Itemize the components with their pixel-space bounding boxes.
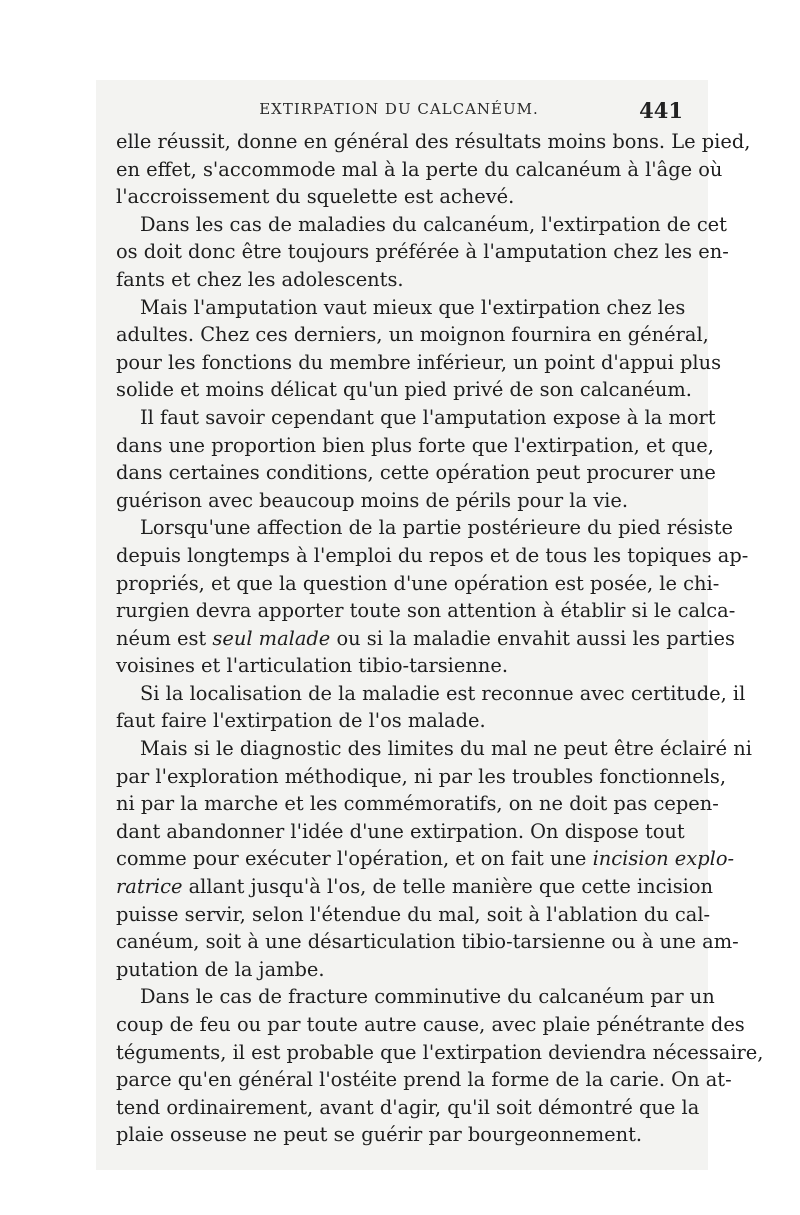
running-header bbox=[115, 98, 683, 122]
line-segment: allant jusqu'à l'os, de telle manière que cette incision bbox=[188, 875, 714, 899]
text-line: fants et chez les adolescents. bbox=[116, 267, 404, 291]
text-line: propriés, et que la question d'une opération est posée, le chi- bbox=[116, 571, 720, 595]
italic-phrase: seul malade bbox=[212, 626, 331, 650]
text-line-mixed bbox=[116, 625, 735, 653]
text-line: puisse servir, selon l'étendue du mal, soit à l'ablation du cal- bbox=[116, 902, 711, 926]
text-line: coup de feu ou par toute autre cause, avec plaie pénétrante des bbox=[116, 1013, 745, 1036]
text-line: Dans le cas de fracture comminutive du calcanéum par un bbox=[140, 985, 715, 1009]
text-line: putation de la jambe. bbox=[116, 957, 325, 981]
text-line: adultes. Chez ces derniers, un moignon fournira en général, bbox=[116, 323, 709, 347]
line-segment: ou si la maladie envahit aussi les parties bbox=[336, 626, 735, 650]
text-line: Lorsqu'une affection de la partie postérieure du pied résiste bbox=[140, 516, 733, 540]
text-line-mixed bbox=[116, 845, 735, 873]
italic-phrase: incision explo- bbox=[592, 847, 735, 871]
text-line: plaie osseuse ne peut se guérir par bourgeonnement. bbox=[116, 1123, 643, 1147]
text-line: depuis longtemps à l'emploi du repos et de tous les topiques ap- bbox=[116, 543, 749, 567]
text-line: Mais si le diagnostic des limites du mal ne peut être éclairé ni bbox=[140, 737, 752, 761]
text-line: Il faut savoir cependant que l'amputation expose à la mort bbox=[140, 405, 716, 429]
line-segment: néum est bbox=[116, 626, 207, 650]
text-line: dant abandonner l'idée d'une extirpation. On dispose tout bbox=[116, 819, 685, 843]
italic-phrase: ratrice bbox=[116, 875, 183, 899]
text-line: parce qu'en général l'ostéite prend la forme de la carie. On at- bbox=[116, 1068, 732, 1092]
page-number: 441 bbox=[639, 98, 683, 123]
text-line: faut faire l'extirpation de l'os malade. bbox=[116, 709, 486, 733]
text-line: dans une proportion bien plus forte que l'extirpation, et que, bbox=[116, 433, 714, 457]
text-line: téguments, il est probable que l'extirpation deviendra nécessaire, bbox=[116, 1040, 764, 1064]
text-body bbox=[116, 128, 764, 1149]
text-line: dans certaines conditions, cette opération peut procurer une bbox=[116, 461, 716, 485]
text-line: Si la localisation de la maladie est reconnue avec certitude, il bbox=[140, 681, 746, 705]
text-line: par l'exploration méthodique, ni par les troubles fonctionnels, bbox=[116, 764, 727, 788]
text-line: l'accroissement du squelette est achevé. bbox=[116, 185, 515, 209]
running-title: EXTIRPATION DU CALCANÉUM. bbox=[259, 100, 539, 118]
text-line: Dans les cas de maladies du calcanéum, l'extirpation de cet bbox=[140, 212, 727, 236]
text-line: Mais l'amputation vaut mieux que l'extirpation chez les bbox=[140, 295, 686, 319]
text-line: en effet, s'accommode mal à la perte du calcanéum à l'âge où bbox=[116, 157, 723, 181]
text-line: ni par la marche et les commémoratifs, on ne doit pas cepen- bbox=[116, 792, 719, 816]
text-line: solide et moins délicat qu'un pied privé de son calcanéum. bbox=[116, 378, 692, 402]
text-line: elle réussit, donne en général des résultats moins bons. Le pied, bbox=[116, 130, 751, 153]
text-line: rurgien devra apporter toute son attention à établir si le calca- bbox=[116, 599, 736, 623]
line-segment: comme pour exécuter l'opération, et on fait une bbox=[116, 847, 587, 871]
text-line: canéum, soit à une désarticulation tibio-tarsienne ou à une am- bbox=[116, 930, 739, 954]
text-line: os doit donc être toujours préférée à l'amputation chez les en- bbox=[116, 240, 729, 264]
text-line: pour les fonctions du membre inférieur, un point d'appui plus bbox=[116, 350, 722, 374]
text-line: voisines et l'articulation tibio-tarsienne. bbox=[116, 654, 508, 678]
text-line: tend ordinairement, avant d'agir, qu'il soit démontré que la bbox=[116, 1095, 700, 1119]
text-line-mixed bbox=[116, 873, 714, 901]
text-line: guérison avec beaucoup moins de périls pour la vie. bbox=[116, 488, 628, 512]
